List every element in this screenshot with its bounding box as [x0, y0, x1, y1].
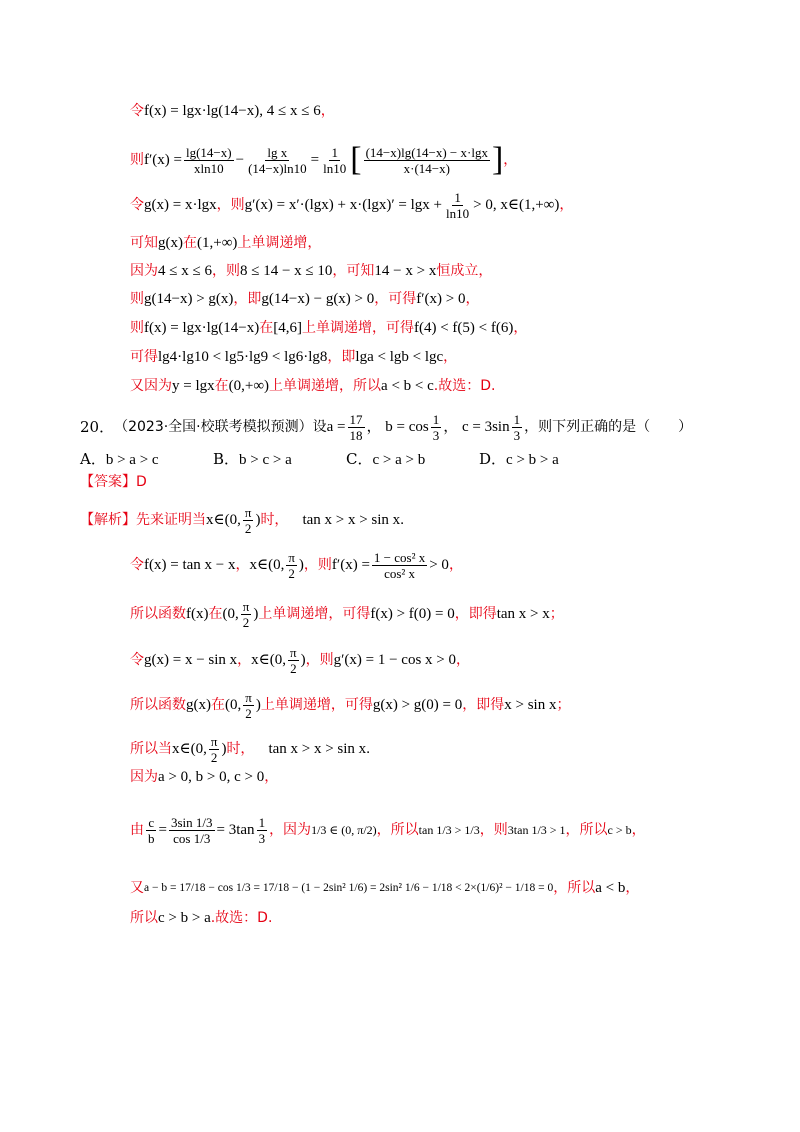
text: 在 — [259, 320, 274, 336]
formula: tan 1/3 > 1/3 — [418, 823, 480, 837]
formula: . — [400, 512, 404, 528]
formula: = — [158, 822, 167, 838]
text: ，可得 — [374, 291, 417, 307]
analysis-line-8 — [130, 800, 646, 860]
fraction: $\frac{(14-x)\lg(14-x) - x\cdot\lg x}{x\cdot(14-x)}$ — [365, 144, 488, 176]
line-range — [130, 261, 492, 281]
text: ，则 — [305, 652, 334, 668]
formula: (0, — [222, 606, 239, 622]
text: ，即 — [233, 291, 262, 307]
question-number: 20． — [80, 418, 115, 436]
formula: f(x) = lgx·lg(14−x), 4 ≤ x ≤ 6 — [144, 103, 321, 119]
text: .故选：D. — [433, 378, 496, 394]
formula: lga < lgb < lgc — [355, 349, 444, 365]
formula: f(x) = tan x − x — [144, 557, 236, 573]
fraction: $\frac{1}{3}$ — [513, 411, 521, 443]
formula: g′(x) = 1 − cos x > 0 — [333, 652, 457, 668]
formula: g′(x) = x′·(lgx) + x·(lgx)′ = lgx + — [244, 197, 443, 213]
formula: 8 ≤ 14 − x ≤ 10 — [239, 263, 333, 279]
text: 则 — [130, 152, 144, 168]
text: ，即 — [327, 349, 356, 365]
text: ， — [448, 557, 463, 573]
choice-b[interactable]: B．b > c > a — [213, 450, 292, 468]
fraction: $\frac{17}{18}$ — [349, 411, 363, 443]
formula: ， b = cos — [366, 419, 429, 435]
analysis-line-10 — [130, 908, 272, 928]
formula: ， c = 3sin — [443, 419, 510, 435]
formula: ) — [300, 652, 306, 668]
fraction: $\frac{1}{3}$ — [258, 814, 266, 846]
question-tail: ，则下列正确的是（ ） — [524, 419, 693, 435]
formula: c > b > a — [158, 910, 211, 926]
fraction: $\frac{1}{\ln 10}$ — [323, 144, 347, 176]
text: ， — [631, 822, 646, 838]
line-lg-compare — [130, 347, 457, 367]
text: ， — [320, 103, 335, 119]
text: .故选：D. — [210, 910, 273, 926]
formula: g(14−x) − g(x) > 0 — [261, 291, 375, 307]
text: 在 — [211, 697, 225, 713]
formula: x∈(0, — [206, 512, 241, 528]
fraction: $\frac{\pi}{2}$ — [288, 549, 295, 581]
text: 因为 — [130, 769, 158, 785]
formula: g(x) — [186, 697, 211, 713]
text: ， — [264, 769, 279, 785]
analysis-line-9 — [130, 878, 639, 898]
text: 上单调递增，所以 — [269, 378, 382, 394]
answer-label: 【答案】 — [80, 474, 136, 490]
analysis-line-2 — [130, 547, 463, 583]
formula: f′(x) = — [144, 152, 182, 168]
formula: x > sin x — [504, 697, 557, 713]
text: ，所以 — [376, 822, 419, 838]
bracket-right: ] — [491, 141, 504, 178]
analysis-line-1 — [80, 505, 404, 535]
choice-c[interactable]: C．c > a > b — [346, 450, 426, 468]
text: ， — [513, 320, 528, 336]
fraction: $\frac{1}{\ln 10}$ — [446, 189, 470, 221]
text: 又因为 — [130, 378, 172, 394]
formula: x∈(0, — [251, 652, 287, 668]
line-define-g — [130, 190, 573, 220]
text: ，则 — [211, 263, 240, 279]
fraction: $\frac{\pi}{2}$ — [210, 733, 218, 765]
text: ，即得 — [462, 697, 505, 713]
analysis-line-4 — [130, 643, 470, 677]
formula: a − b = 17/18 − cos 1/3 = 17/18 − (1 − 2sin² 1/6) = 2sin² 1/6 − 1/18 < 2×(1/6)² − 1/18 = 0 — [144, 882, 554, 894]
formula: f(x) — [186, 606, 209, 622]
text: ； — [549, 606, 564, 622]
text: 则 — [130, 320, 144, 336]
fraction: $\frac{\pi}{2}$ — [290, 644, 297, 676]
line-conclusion-19 — [130, 376, 495, 396]
text: 恒成立， — [436, 263, 493, 279]
line-define-f — [130, 101, 335, 121]
formula: (1,+∞) — [197, 235, 238, 251]
fraction: $\frac{\text{lg x}}{(14-x)\ln 10}$ — [248, 144, 307, 176]
formula: a > 0, b > 0, c > 0 — [158, 769, 265, 785]
formula: f(4) < f(5) < f(6) — [413, 320, 514, 336]
question-source: （2023·全国·校联考模拟预测）设 — [114, 419, 327, 435]
formula: x∈(0, — [172, 741, 207, 757]
analysis-label: 【解析】 — [80, 512, 136, 528]
text: 上单调递增，可得 — [301, 320, 414, 336]
text: ， — [443, 349, 458, 365]
text: 可知 — [130, 235, 158, 251]
formula: > 0, x∈(1,+∞) — [473, 197, 560, 213]
formula: 3tan 1/3 > 1 — [507, 823, 566, 837]
text: ，则 — [303, 557, 332, 573]
analysis-line-3 — [130, 597, 564, 631]
formula: a < b — [595, 880, 626, 896]
formula: x∈(0, — [249, 557, 285, 573]
line-derivative-f — [130, 138, 517, 182]
formula: [4,6] — [273, 320, 302, 336]
text: ，则 — [479, 822, 508, 838]
formula: y = lgx — [172, 378, 215, 394]
text: 在 — [214, 378, 229, 394]
formula: > 0 — [429, 557, 449, 573]
text: 则 — [130, 291, 144, 307]
formula: tan x > x > sin x — [268, 741, 367, 757]
fraction: $\frac{c}{b}$ — [148, 814, 155, 846]
formula: ) — [221, 741, 227, 757]
formula: ) — [298, 557, 304, 573]
text: 在 — [183, 235, 197, 251]
formula: g(x) — [158, 235, 183, 251]
formula: = — [310, 152, 320, 168]
text: 上单调递增，可得 — [260, 697, 373, 713]
choice-d[interactable]: D．c > b > a — [479, 450, 559, 468]
text: 可得 — [130, 349, 158, 365]
formula: ) — [253, 606, 259, 622]
formula: tan x > x — [496, 606, 550, 622]
text: 因为 — [130, 263, 158, 279]
formula: ) — [255, 512, 261, 528]
choices-row — [80, 449, 612, 470]
text: 所以当 — [130, 741, 172, 757]
text: 又 — [130, 880, 144, 896]
formula: = 3tan — [216, 822, 255, 838]
fraction: $\frac{\lg(14-x)}{xln10}$ — [185, 144, 232, 176]
formula: (0,+∞) — [228, 378, 270, 394]
choice-a[interactable]: A．b > a > c — [80, 450, 159, 468]
formula: − — [235, 152, 245, 168]
text: ，所以 — [565, 822, 608, 838]
fraction: $\frac{1}{3}$ — [432, 411, 440, 443]
fraction: $\frac{\text{1 − cos² x}}{\text{cos² x}}$ — [373, 549, 426, 581]
line-f-increasing — [130, 318, 527, 338]
formula: a < b < c — [381, 378, 434, 394]
fraction: $\frac{\pi}{2}$ — [244, 504, 252, 536]
text: 时， — [260, 512, 289, 528]
text: 由 — [130, 822, 144, 838]
formula: g(x) > g(0) = 0 — [372, 697, 463, 713]
formula: tan x > x > sin x — [302, 512, 401, 528]
formula: c > b — [607, 823, 632, 837]
text: 上单调递增，可得 — [258, 606, 371, 622]
formula: f(x) = lgx·lg(14−x) — [144, 320, 260, 336]
text: 先来证明当 — [136, 512, 206, 528]
analysis-line-6 — [130, 732, 370, 766]
formula: 14 − x > x — [374, 263, 437, 279]
text: 令 — [130, 557, 144, 573]
formula: lg4·lg10 < lg5·lg9 < lg6·lg8 — [158, 349, 328, 365]
text: 令 — [130, 652, 144, 668]
analysis-line-5 — [130, 688, 570, 722]
formula: . — [366, 741, 370, 757]
answer-value: D — [136, 474, 147, 490]
text: ，则 — [216, 197, 245, 213]
text: ， — [503, 152, 518, 168]
formula: f(x) > f(0) = 0 — [370, 606, 455, 622]
text: ， — [625, 880, 640, 896]
formula: g(x) = x − sin x — [144, 652, 238, 668]
line-g-increasing — [130, 233, 321, 253]
text: 令 — [130, 197, 144, 213]
bracket-left: [ — [350, 141, 362, 178]
text: ， — [456, 652, 471, 668]
formula: 1/3 ∈ (0, π/2) — [311, 823, 377, 837]
text: ， — [237, 652, 252, 668]
formula: 4 ≤ x ≤ 6 — [158, 263, 212, 279]
formula: f′(x) = — [331, 557, 370, 573]
text: ，所以 — [553, 880, 596, 896]
text: 上单调递增， — [237, 235, 322, 251]
text: 所以 — [130, 910, 158, 926]
text: 所以函数 — [130, 697, 186, 713]
text: ， — [235, 557, 250, 573]
formula: ) — [255, 697, 261, 713]
line-g-compare — [130, 289, 480, 309]
fraction: $\frac{\pi}{2}$ — [242, 598, 250, 630]
text: ，因为 — [269, 822, 312, 838]
text: ， — [465, 291, 480, 307]
fraction: $\frac{\pi}{2}$ — [245, 689, 252, 721]
formula: g(x) = x·lgx — [144, 197, 217, 213]
text: 令 — [130, 103, 144, 119]
question-20-stem — [80, 410, 692, 444]
formula: f′(x) > 0 — [416, 291, 466, 307]
formula: a = — [326, 419, 346, 435]
formula: g(14−x) > g(x) — [144, 291, 234, 307]
text: 所以函数 — [130, 606, 186, 622]
formula: (0, — [225, 697, 242, 713]
text: 时， — [226, 741, 255, 757]
text: 在 — [208, 606, 223, 622]
text: ， — [559, 197, 574, 213]
text: ； — [556, 697, 571, 713]
answer-line — [80, 472, 147, 492]
text: ，可知 — [332, 263, 375, 279]
text: ，即得 — [454, 606, 497, 622]
analysis-line-7 — [130, 767, 278, 787]
fraction: $\frac{3\sin 1/3}{\cos 1/3}$ — [170, 814, 213, 846]
